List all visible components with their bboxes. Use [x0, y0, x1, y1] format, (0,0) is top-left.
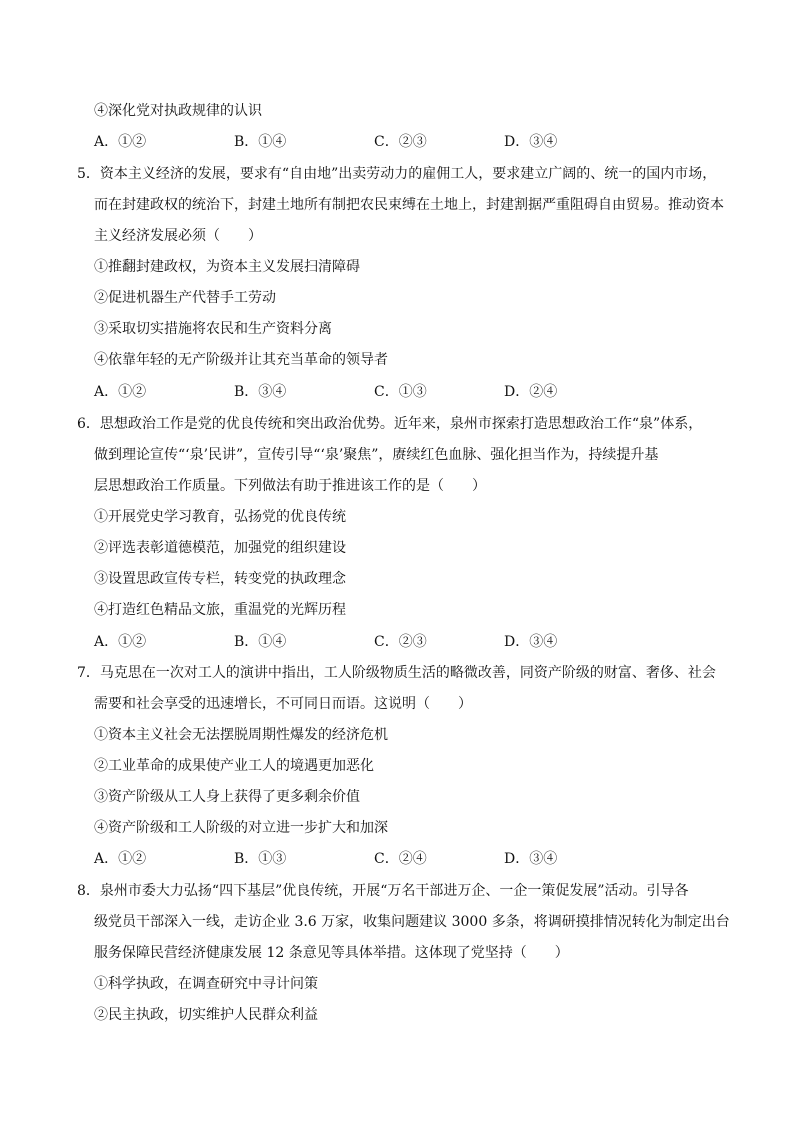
q7-option-d: D．③④	[504, 851, 558, 867]
q8-item-1: ①科学执政，在调查研究中寻计问策	[94, 976, 318, 992]
q7-option-c: C．②④	[374, 851, 427, 867]
q5-item-3: ③采取切实措施将农民和生产资料分离	[94, 321, 332, 337]
q4-option-d: D．③④	[504, 134, 558, 150]
q6-item-3: ③设置思政宣传专栏，转变党的执政理念	[94, 571, 346, 587]
q7-item-3: ③资产阶级从工人身上获得了更多剩余价值	[94, 789, 360, 805]
q5-item-2: ②促进机器生产代替手工劳动	[94, 290, 276, 306]
q6-stem-line-1: 6．思想政治工作是党的优良传统和突出政治优势。近年来，泉州市探索打造思想政治工作“泉”体系，	[77, 416, 703, 432]
q7-stem-line-2: 需要和社会享受的迅速增长，不可同日而语。这说明（ ）	[94, 696, 472, 712]
q5-option-b: B．③④	[234, 384, 287, 400]
q5-option-d: D．②④	[504, 384, 558, 400]
q7-item-4: ④资产阶级和工人阶级的对立进一步扩大和加深	[94, 820, 388, 836]
q7-item-1: ①资本主义社会无法摆脱周期性爆发的经济危机	[94, 727, 388, 743]
q4-option-a: A．①②	[94, 134, 147, 150]
q5-stem-line-1: 5．资本主义经济的发展，要求有“自由地”出卖劳动力的雇佣工人，要求建立广阔的、统一的国内市场，	[77, 166, 717, 182]
q7-option-b: B．①③	[234, 851, 287, 867]
q6-stem-line-3: 层思想政治工作质量。下列做法有助于推进该工作的是（ ）	[94, 478, 486, 494]
q6-option-b: B．①④	[234, 634, 287, 650]
q7-option-a: A．①②	[94, 851, 147, 867]
q7-stem-line-1: 7．马克思在一次对工人的演讲中指出，工人阶级物质生活的略微改善，同资产阶级的财富、奢侈、社会	[77, 665, 716, 681]
q5-item-4: ④依靠年轻的无产阶级并让其充当革命的领导者	[94, 352, 388, 368]
q6-option-c: C．②③	[374, 634, 427, 650]
q5-option-c: C．①③	[374, 384, 427, 400]
q5-stem-line-3: 主义经济发展必须（ ）	[94, 228, 262, 244]
q8-stem-line-1: 8．泉州市委大力弘扬“四下基层”优良传统，开展“万名干部进万企、一企一策促发展”活动。引导各	[77, 883, 689, 899]
q7-item-2: ②工业革命的成果使产业工人的境遇更加恶化	[94, 758, 374, 774]
q6-item-4: ④打造红色精品文旅，重温党的光辉历程	[94, 602, 346, 618]
q5-option-a: A．①②	[94, 384, 147, 400]
q5-stem-line-2: 而在封建政权的统治下，封建土地所有制把农民束缚在土地上，封建割据严重阻碍自由贸易。推动资本	[94, 197, 724, 213]
q8-stem-line-3: 服务保障民营经济健康发展 12 条意见等具体举措。这体现了党坚持（ ）	[94, 945, 569, 961]
q6-option-a: A．①②	[94, 634, 147, 650]
q4-option-b: B．①④	[234, 134, 287, 150]
q8-stem-line-2: 级党员干部深入一线，走访企业 3.6 万家，收集问题建议 3000 多条，将调研摸排情况转化为制定出台	[94, 914, 730, 930]
q6-stem-line-2: 做到理论宣传“‘泉’民讲”，宣传引导“‘泉’聚焦”，赓续红色血脉、强化担当作为，持续提升基	[94, 447, 659, 463]
q4-item-4: ④深化党对执政规律的认识	[94, 103, 262, 119]
q5-item-1: ①推翻封建政权，为资本主义发展扫清障碍	[94, 259, 360, 275]
q4-option-c: C．②③	[374, 134, 427, 150]
q8-item-2: ②民主执政，切实维护人民群众利益	[94, 1007, 318, 1023]
q6-item-1: ①开展党史学习教育，弘扬党的优良传统	[94, 509, 346, 525]
q6-option-d: D．③④	[504, 634, 558, 650]
q6-item-2: ②评选表彰道德模范，加强党的组织建设	[94, 540, 346, 556]
